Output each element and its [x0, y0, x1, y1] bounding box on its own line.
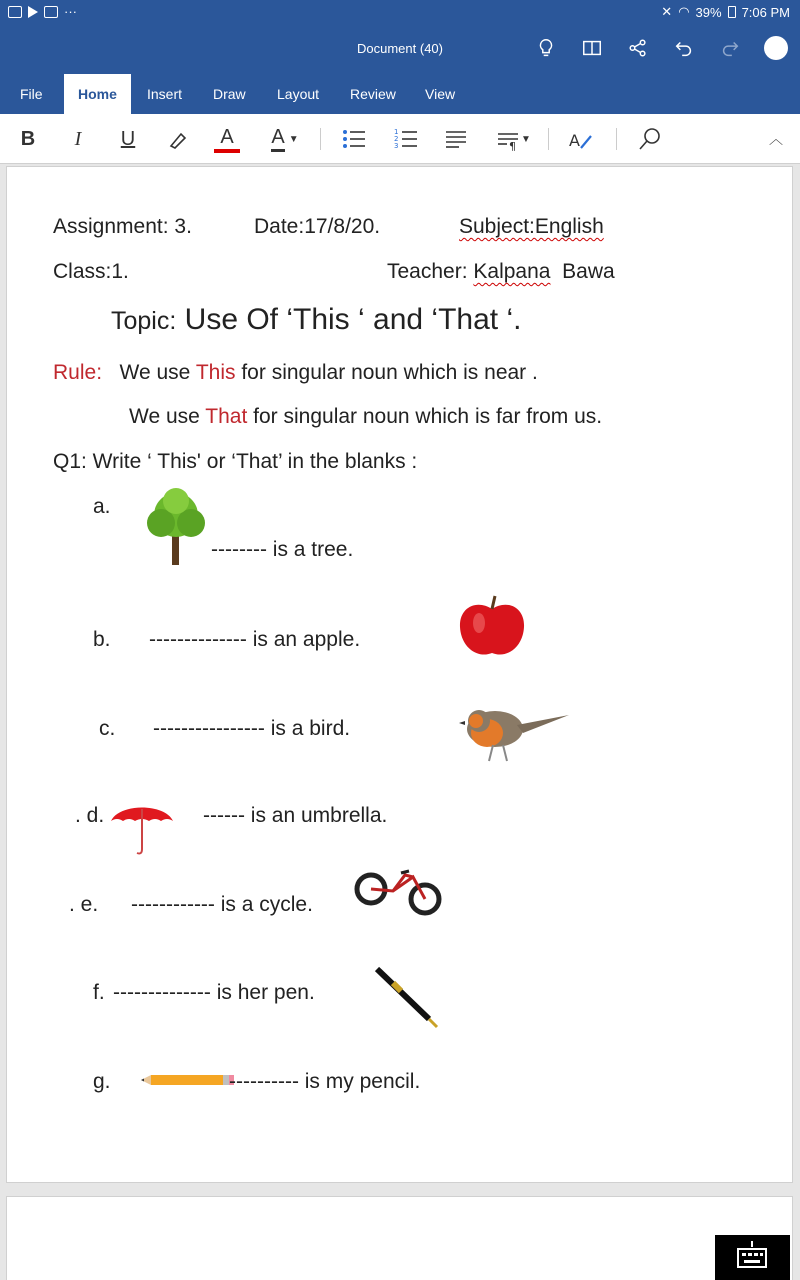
- robin-image: [457, 701, 572, 767]
- more-notifications: ···: [64, 4, 77, 19]
- tab-insert[interactable]: Insert: [147, 86, 183, 102]
- item-b-letter: b.: [93, 628, 111, 651]
- keyboard-button[interactable]: [715, 1235, 790, 1280]
- read-mode-icon[interactable]: [580, 36, 604, 60]
- svg-text:2: 2: [394, 135, 399, 143]
- subject-text: Subject:English: [459, 215, 604, 238]
- underline-button[interactable]: U: [120, 127, 136, 150]
- highlighter-icon: [165, 126, 191, 152]
- rule2-text-b: for singular noun which is far from us.: [247, 405, 603, 428]
- paragraph-icon: [495, 126, 521, 152]
- document-title[interactable]: Document (40): [357, 41, 443, 56]
- teacher-first-name: Kalpana: [473, 260, 551, 283]
- ribbon-divider: [548, 128, 549, 150]
- svg-text:3: 3: [394, 142, 399, 150]
- bullet-list-icon: [341, 126, 367, 152]
- lightbulb-icon[interactable]: [534, 36, 558, 60]
- rule1-this: This: [195, 361, 236, 384]
- item-b-text: -------------- is an apple.: [149, 628, 361, 651]
- rule1-text-b: for singular noun which is near .: [235, 361, 538, 384]
- date-text: Date:17/8/20.: [254, 215, 381, 238]
- item-d-text: ------ is an umbrella.: [203, 804, 388, 827]
- play-icon: [28, 6, 38, 18]
- home-ribbon: [0, 114, 800, 164]
- wifi-icon: ◠: [678, 4, 690, 19]
- paragraph-button[interactable]: [492, 124, 534, 154]
- highlight-button[interactable]: [164, 124, 192, 154]
- search-icon: [637, 126, 663, 152]
- chevron-up-icon: ︿: [769, 131, 783, 147]
- battery-icon: [728, 6, 736, 18]
- topic-text: Use Of ‘This ‘ and ‘That ‘.: [184, 303, 522, 336]
- title-bar: [0, 26, 800, 74]
- item-a-text: -------- is a tree.: [211, 538, 354, 561]
- question-text: Q1: Write ‘ This' or ‘That’ in the blanks :: [53, 450, 418, 473]
- svg-text:1: 1: [394, 128, 399, 136]
- align-button[interactable]: [442, 124, 470, 154]
- font-size-label: A: [271, 126, 284, 152]
- chevron-down-icon: ▼: [288, 133, 299, 145]
- clock: 7:06 PM: [741, 4, 790, 20]
- item-g-text: ---------- is my pencil.: [229, 1070, 421, 1093]
- rule-line-2: [129, 405, 602, 429]
- ribbon-tabs: [0, 74, 800, 114]
- rule2-text-a: We use: [129, 405, 206, 428]
- item-c-text: ---------------- is a bird.: [153, 717, 351, 740]
- tree-image: [139, 485, 213, 567]
- italic-button[interactable]: I: [74, 127, 82, 150]
- teacher-line: [387, 260, 615, 284]
- styles-button[interactable]: [566, 124, 594, 154]
- battery-level: 39%: [695, 4, 722, 20]
- styles-icon: [567, 126, 593, 152]
- keyboard-icon: [715, 1235, 790, 1280]
- font-size-button[interactable]: [265, 124, 305, 154]
- svg-text:¶: ¶: [509, 140, 517, 152]
- collapse-ribbon-button[interactable]: [764, 124, 788, 154]
- font-color-button[interactable]: [213, 124, 241, 154]
- document-page[interactable]: [6, 166, 793, 1183]
- bullets-button[interactable]: [340, 124, 368, 154]
- tab-review[interactable]: Review: [350, 86, 396, 102]
- item-e-letter: . e.: [69, 893, 99, 916]
- chevron-down-icon: ▼: [521, 133, 531, 145]
- bicycle-image: [353, 865, 445, 917]
- item-g-letter: g.: [93, 1070, 111, 1093]
- rule-label: Rule:: [53, 361, 103, 384]
- item-c-letter: c.: [99, 717, 116, 740]
- undo-icon[interactable]: [672, 36, 696, 60]
- topic-heading: [111, 303, 521, 337]
- ribbon-divider: [616, 128, 617, 150]
- bold-button[interactable]: B: [20, 127, 36, 150]
- account-avatar[interactable]: [764, 36, 788, 60]
- teacher-label: Teacher:: [387, 260, 474, 283]
- tab-draw[interactable]: Draw: [213, 86, 246, 102]
- tab-view[interactable]: View: [425, 86, 456, 102]
- rule1-text-a: We use: [119, 361, 196, 384]
- numbering-button[interactable]: [392, 124, 420, 154]
- class-text: Class:1.: [53, 260, 129, 283]
- apple-image: [457, 593, 527, 659]
- mute-icon: ✕: [661, 4, 673, 19]
- pen-image: [371, 965, 441, 1029]
- tab-file[interactable]: File: [20, 86, 43, 102]
- umbrella-image: [109, 801, 175, 859]
- item-d-letter: . d.: [75, 804, 105, 827]
- document-page-2[interactable]: [6, 1196, 793, 1280]
- teacher-last-name: Bawa: [562, 260, 615, 283]
- tab-layout[interactable]: Layout: [277, 86, 320, 102]
- assignment-text: Assignment: 3.: [53, 215, 192, 238]
- align-left-icon: [443, 126, 469, 152]
- numbered-list-icon: [393, 126, 419, 152]
- mail-icon: [44, 6, 58, 18]
- find-button[interactable]: [636, 124, 664, 154]
- share-icon[interactable]: [626, 36, 650, 60]
- rule2-that: That: [205, 405, 248, 428]
- item-e-text: ------------ is a cycle.: [131, 893, 313, 916]
- topic-label: Topic:: [111, 307, 177, 335]
- redo-icon[interactable]: [718, 36, 742, 60]
- item-a-letter: a.: [93, 495, 111, 518]
- ribbon-divider: [320, 128, 321, 150]
- font-color-label: A: [220, 125, 234, 148]
- gallery-icon: [8, 6, 22, 18]
- status-bar: [0, 0, 800, 26]
- rule-line-1: [53, 361, 538, 385]
- font-color-swatch: [214, 149, 240, 153]
- item-f-letter: f.: [93, 981, 105, 1004]
- svg-text:A: A: [569, 131, 580, 150]
- item-f-text: -------------- is her pen.: [113, 981, 315, 1004]
- pencil-image: [139, 1072, 235, 1088]
- tab-home[interactable]: Home: [64, 74, 131, 114]
